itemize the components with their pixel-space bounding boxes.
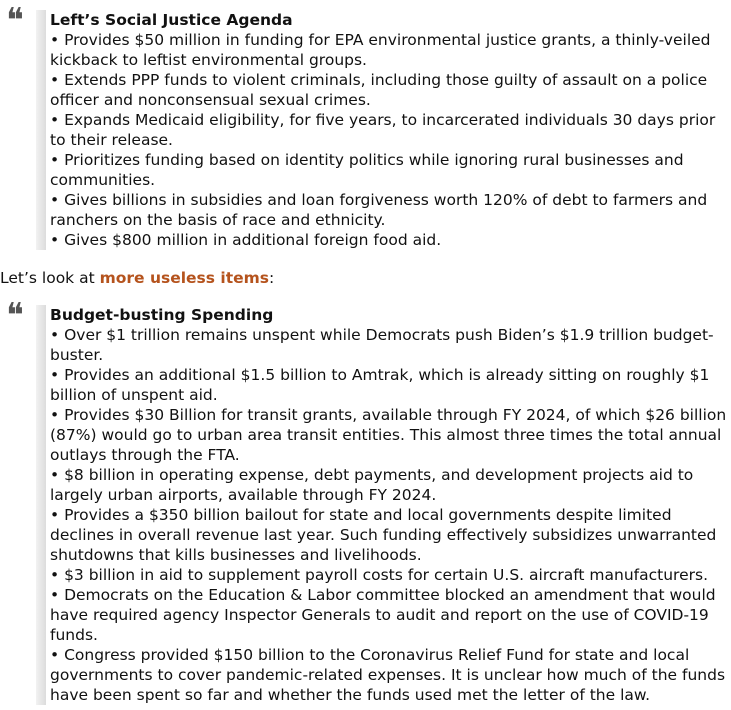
quote-list: [50, 325, 731, 705]
list-item: • $3 billion in aid to supplement payroll costs for certain U.S. aircraft manufacturers.: [50, 566, 708, 584]
quote-title: Budget-busting Spending: [50, 306, 274, 324]
quote-bar: [36, 305, 46, 705]
list-item: • Prioritizes funding based on identity politics while ignoring rural businesses and communities.: [50, 151, 684, 189]
list-item: • Provides a $350 billion bailout for state and local governments despite limited declines in overall revenue last year. Such funding effectively subsidizes unwarranted shutdowns that kills businesses and livelihoods.: [50, 506, 717, 564]
quote-title: Left’s Social Justice Agenda: [50, 11, 293, 29]
list-item: • $8 billion in operating expense, debt payments, and development projects aid to largely urban airports, available through FY 2024.: [50, 466, 694, 504]
quote-content: [50, 10, 731, 250]
intro-text: Let’s look at: [0, 269, 100, 287]
more-useless-items-link[interactable]: more useless items: [99, 269, 270, 287]
list-item: • Provides $30 Billion for transit grants, available through FY 2024, of which $26 billion (87%) would go to urban area transit entities. This almost three times the total annual outlays through the FTA.: [50, 406, 727, 464]
list-item: • Expands Medicaid eligibility, for five years, to incarcerated individuals 30 days prior to their release.: [50, 111, 716, 149]
quote-bar: [36, 10, 46, 250]
list-item: • Provides an additional $1.5 billion to Amtrak, which is already sitting on roughly $1 billion of unspent aid.: [50, 366, 710, 404]
list-item: • Democrats on the Education & Labor committee blocked an amendment that would have required agency Inspector Generals to audit and report on the use of COVID-19 funds.: [50, 586, 716, 644]
blockquote-social-justice: [0, 1, 731, 250]
quote-list: [50, 30, 731, 250]
blockquote-budget-busting: [0, 296, 731, 705]
intro-paragraph: [0, 268, 274, 288]
list-item: • Extends PPP funds to violent criminals, including those guilty of assault on a police officer and nonconsensual sexual crimes.: [50, 71, 708, 109]
list-item: • Gives billions in subsidies and loan forgiveness worth 120% of debt to farmers and ranchers on the basis of race and ethnicity.: [50, 191, 708, 229]
intro-suffix: :: [269, 269, 275, 287]
list-item: • Provides $50 million in funding for EPA environmental justice grants, a thinly-veiled kickback to leftist environmental groups.: [50, 31, 711, 69]
quote-icon: ❛❛: [6, 296, 20, 336]
list-item: • Gives $800 million in additional foreign food aid.: [50, 231, 442, 249]
quote-content: [50, 305, 731, 705]
list-item: • Congress provided $150 billion to the Coronavirus Relief Fund for state and local governments to cover pandemic-related expenses. It is unclear how much of the funds have been spent so far and whether the funds used met the letter of the law.: [50, 646, 726, 704]
quote-icon: ❛❛: [6, 1, 20, 41]
list-item: • Over $1 trillion remains unspent while Democrats push Biden’s $1.9 trillion budget-buster.: [50, 326, 714, 364]
